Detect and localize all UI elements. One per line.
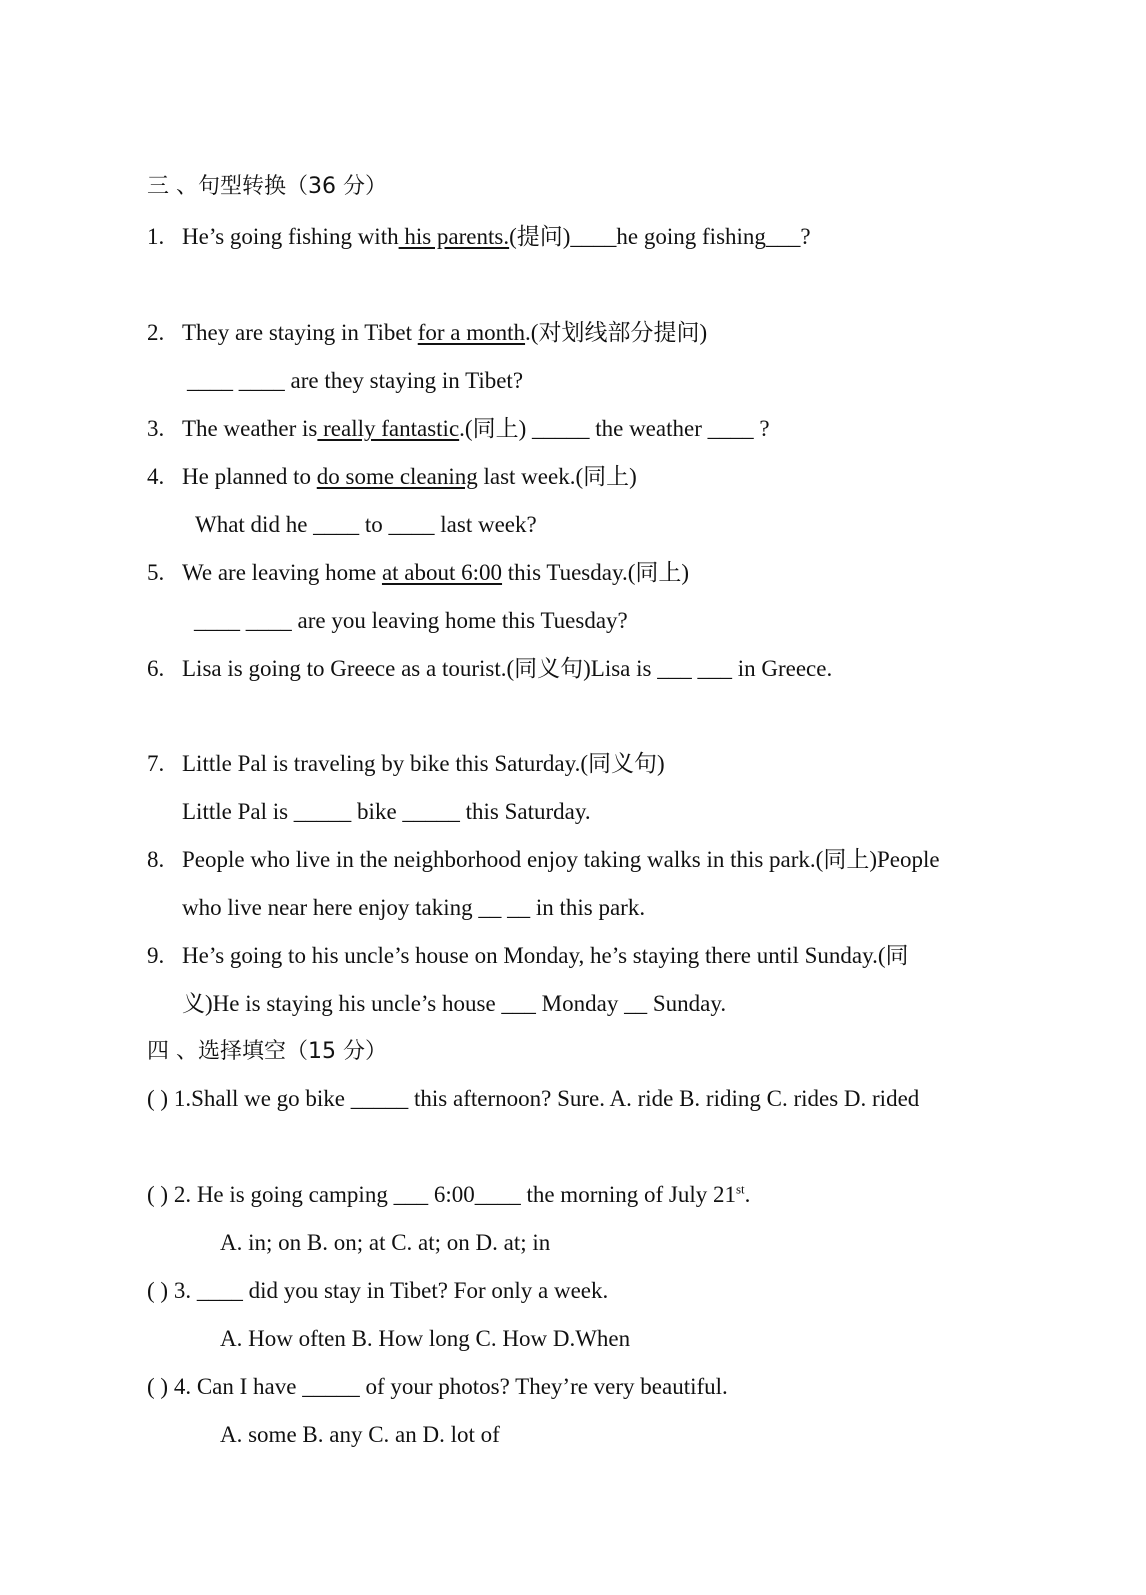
mc-question-2-options: A. in; on B. on; at C. at; on D. at; in [220,1230,551,1255]
question-number: 8. [147,847,165,872]
question-number: 4. [147,464,165,489]
question-2-line: They are staying in Tibet for a month.(对划线部分提问) [182,320,708,345]
question-9-line: He’s going to his uncle’s house on Monday, he’s staying there until Sunday.(同 [182,943,909,968]
question-6-line: Lisa is going to Greece as a tourist.(同义句)Lisa is ___ ___ in Greece. [182,656,833,681]
mc-question-1: ( ) 1.Shall we go bike _____ this afternoon? Sure. A. ride B. riding C. rides D. rided [147,1086,920,1111]
question-number: 6. [147,656,165,681]
question-7-line: Little Pal is traveling by bike this Saturday.(同义句) [182,751,665,776]
mc-question-3: ( ) 3. ____ did you stay in Tibet? For only a week. [147,1278,609,1303]
mc-question-3-options: A. How often B. How long C. How D.When [220,1326,631,1351]
question-3-line: The weather is really fantastic.(同上) _____ the weather ____ ? [182,416,770,441]
section-4-heading: 四 、选择填空（15 分） [147,1039,387,1064]
question-5-answer-line: ____ ____ are you leaving home this Tuesday? [194,608,628,633]
question-number: 1. [147,224,165,249]
question-number: 3. [147,416,165,441]
question-2-answer-line: ____ ____ are they staying in Tibet? [187,368,524,393]
section-3-heading: 三 、句型转换（36 分） [147,174,387,199]
question-9-answer-line: 义)He is staying his uncle’s house ___ Monday __ Sunday. [182,991,727,1016]
question-4-answer-line: What did he ____ to ____ last week? [195,512,537,537]
question-number: 7. [147,751,165,776]
question-number: 5. [147,560,165,585]
mc-question-4-options: A. some B. any C. an D. lot of [220,1422,500,1447]
mc-question-4: ( ) 4. Can I have _____ of your photos? They’re very beautiful. [147,1374,728,1399]
question-number: 9. [147,943,165,968]
question-8-line: People who live in the neighborhood enjoy taking walks in this park.(同上)People [182,847,940,872]
question-number: 2. [147,320,165,345]
question-5-line: We are leaving home at about 6:00 this Tuesday.(同上) [182,560,690,585]
question-1-line: He’s going fishing with his parents.(提问)____he going fishing___? [182,224,811,249]
question-7-answer-line: Little Pal is _____ bike _____ this Saturday. [182,799,591,824]
question-4-line: He planned to do some cleaning last week.(同上) [182,464,637,489]
question-8-answer-line: who live near here enjoy taking __ __ in this park. [182,895,646,920]
mc-question-2: ( ) 2. He is going camping ___ 6:00____ the morning of July 21st. [147,1181,751,1207]
